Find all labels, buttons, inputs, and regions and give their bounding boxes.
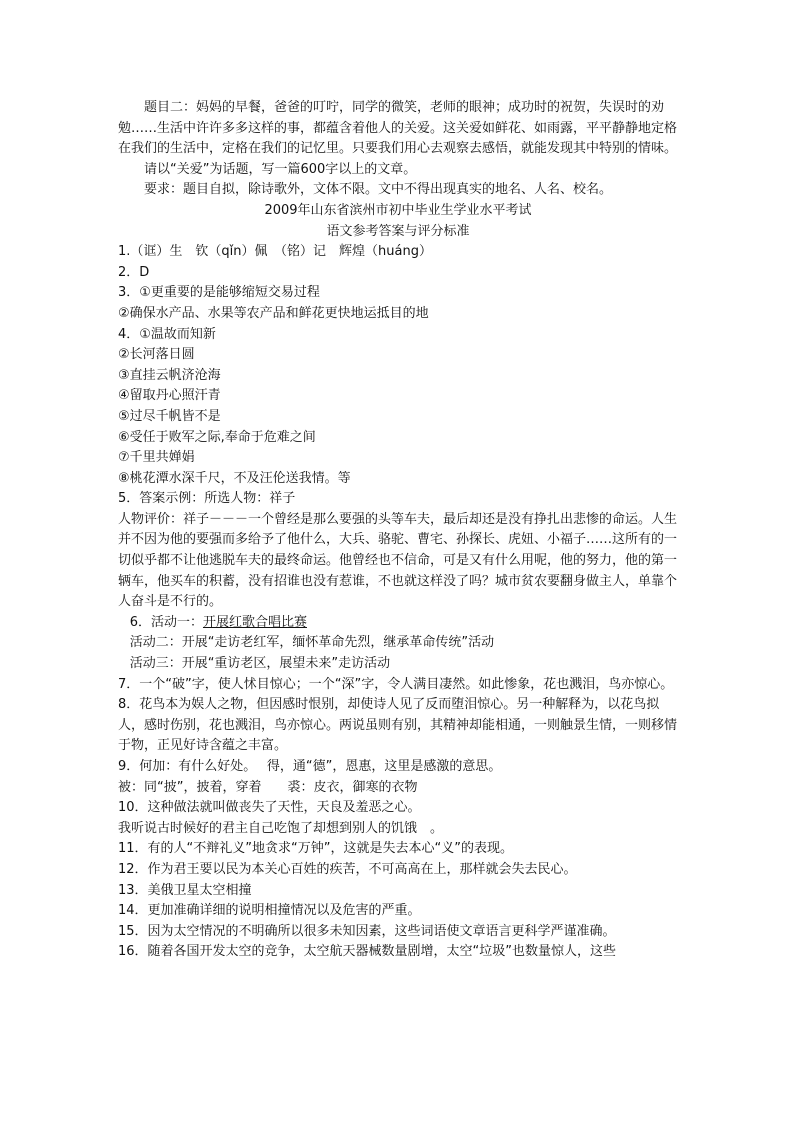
answer-4-6: ⑥受任于败军之际,奉命于危难之间 — [118, 429, 316, 445]
answer-4-2: ②长河落日圆 — [118, 347, 195, 363]
answer-10-1: 10．这种做法就叫做丧失了天性，天良及羞恶之心。 — [118, 800, 421, 816]
answer-14: 14．更加准确详细的说明相撞情况以及危害的严重。 — [118, 903, 421, 919]
answer-8: 8．花鸟本为娱人之物，但因感时恨别，却使诗人见了反而堕泪惊心。另一种解释为，以花鸟拟人，感时伤别，花也溅泪，鸟亦惊心。两说虽则有别，其精神却能相通，一则触景生情，一则移情于物，正见好诗含蕴之丰富。 — [118, 697, 678, 754]
answer-4-4: ④留取丹心照汗青 — [118, 388, 221, 404]
answer-10-2: 我听说古时候好的君主自己吃饱了却想到别人的饥饿 。 — [118, 820, 444, 836]
answer-2: 2．D — [118, 264, 150, 280]
answer-document — [118, 98, 678, 963]
answer-3-2: ②确保水产品、水果等农产品和鲜花更快地运抵目的地 — [118, 305, 429, 321]
answer-6-2: 活动二：开展“走访老红军，缅怀革命先烈，继承革命传统”活动 — [129, 635, 495, 651]
answer-11: 11．有的人“不辩礼义”地贪求“万钟”，这就是失去本心“义”的表现。 — [118, 841, 513, 857]
answer-6-prefix: 6．活动一： — [129, 614, 203, 630]
answer-3-1: 3．①更重要的是能够缩短交易过程 — [118, 285, 320, 301]
answer-6-1 — [118, 613, 678, 634]
answer-7: 7．一个“破”字，使人怵目惊心；一个“深”字，令人满目凄然。如此惨象，花也溅泪，鸟亦惊心。 — [118, 676, 674, 692]
essay-topic-2: 题目二：妈妈的早餐，爸爸的叮咛，同学的微笑，老师的眼神；成功时的祝贺，失误时的劝勉……生活中许许多多这样的事，都蕴含着他人的关爱。这关爱如鲜花、如雨露，平平静静地定格在我们的生活中，定格在我们的记忆里。只要我们用心去观察去感悟，就能发现其中特别的情味。 — [118, 100, 678, 157]
answer-4-1: 4．①温故而知新 — [118, 326, 216, 342]
answer-4-3: ③直挂云帆济沧海 — [118, 367, 221, 383]
answer-5-evaluation: 人物评价：祥子－－－一个曾经是那么要强的头等车夫，最后却还是没有挣扎出悲惨的命运。人生并不因为他的要强而多给予了他什么，大兵、骆驼、曹宅、孙探长、虎妞、小福子……这所有的一切似乎都不让他逃脱车夫的最终命运。他曾经也不信命，可是又有什么用呢，他的努力，他的第一辆车，他买车的积蓄，没有招谁也没有惹谁，不也就这样没了吗？城市贫农要翻身做主人，单靠个人奋斗是不行的。 — [118, 511, 678, 610]
answer-5: 5．答案示例：所选人物：祥子 — [118, 491, 296, 507]
answer-12: 12．作为君王要以民为本关心百姓的疾苦，不可高高在上，那样就会失去民心。 — [118, 861, 577, 877]
answer-9-1: 9．何加：有什么好处。 得，通“德”，恩惠，这里是感激的意思。 — [118, 759, 502, 774]
answer-4-8: ⑧桃花潭水深千尺，不及汪伦送我情。等 — [118, 470, 351, 486]
essay-requirement: 要求：题目自拟，除诗歌外，文体不限。文中不得出现真实的地名、人名、校名。 — [144, 182, 613, 198]
answer-4-5: ⑤过尽千帆皆不是 — [118, 408, 221, 424]
answer-4-7: ⑦千里共婵娟 — [118, 450, 195, 466]
essay-instruction: 请以“关爱”为话题，写一篇600字以上的文章。 — [144, 161, 417, 177]
answer-13: 13．美俄卫星太空相撞 — [118, 882, 252, 898]
exam-title: 2009年山东省滨州市初中毕业生学业水平考试 — [264, 202, 532, 218]
answer-6-3: 活动三：开展“重访老区，展望未来”走访活动 — [129, 656, 391, 672]
answer-1: 1.（诓）生 钦（qǐn）佩 （铭）记 辉煌（huáng） — [118, 244, 432, 260]
answer-16: 16．随着各国开发太空的竞争，太空航天器械数量剧增，太空“垃圾”也数量惊人，这些 — [118, 944, 617, 960]
exam-subtitle: 语文参考答案与评分标准 — [326, 223, 470, 239]
answer-6-activity-1: 开展红歌合唱比赛 — [202, 614, 307, 630]
answer-9-2: 被：同“披”，披着，穿着 裘：皮衣，御寒的衣物 — [118, 779, 418, 795]
answer-15: 15．因为太空情况的不明确所以很多未知因素，这些词语使文章语言更科学严谨准确。 — [118, 923, 616, 939]
